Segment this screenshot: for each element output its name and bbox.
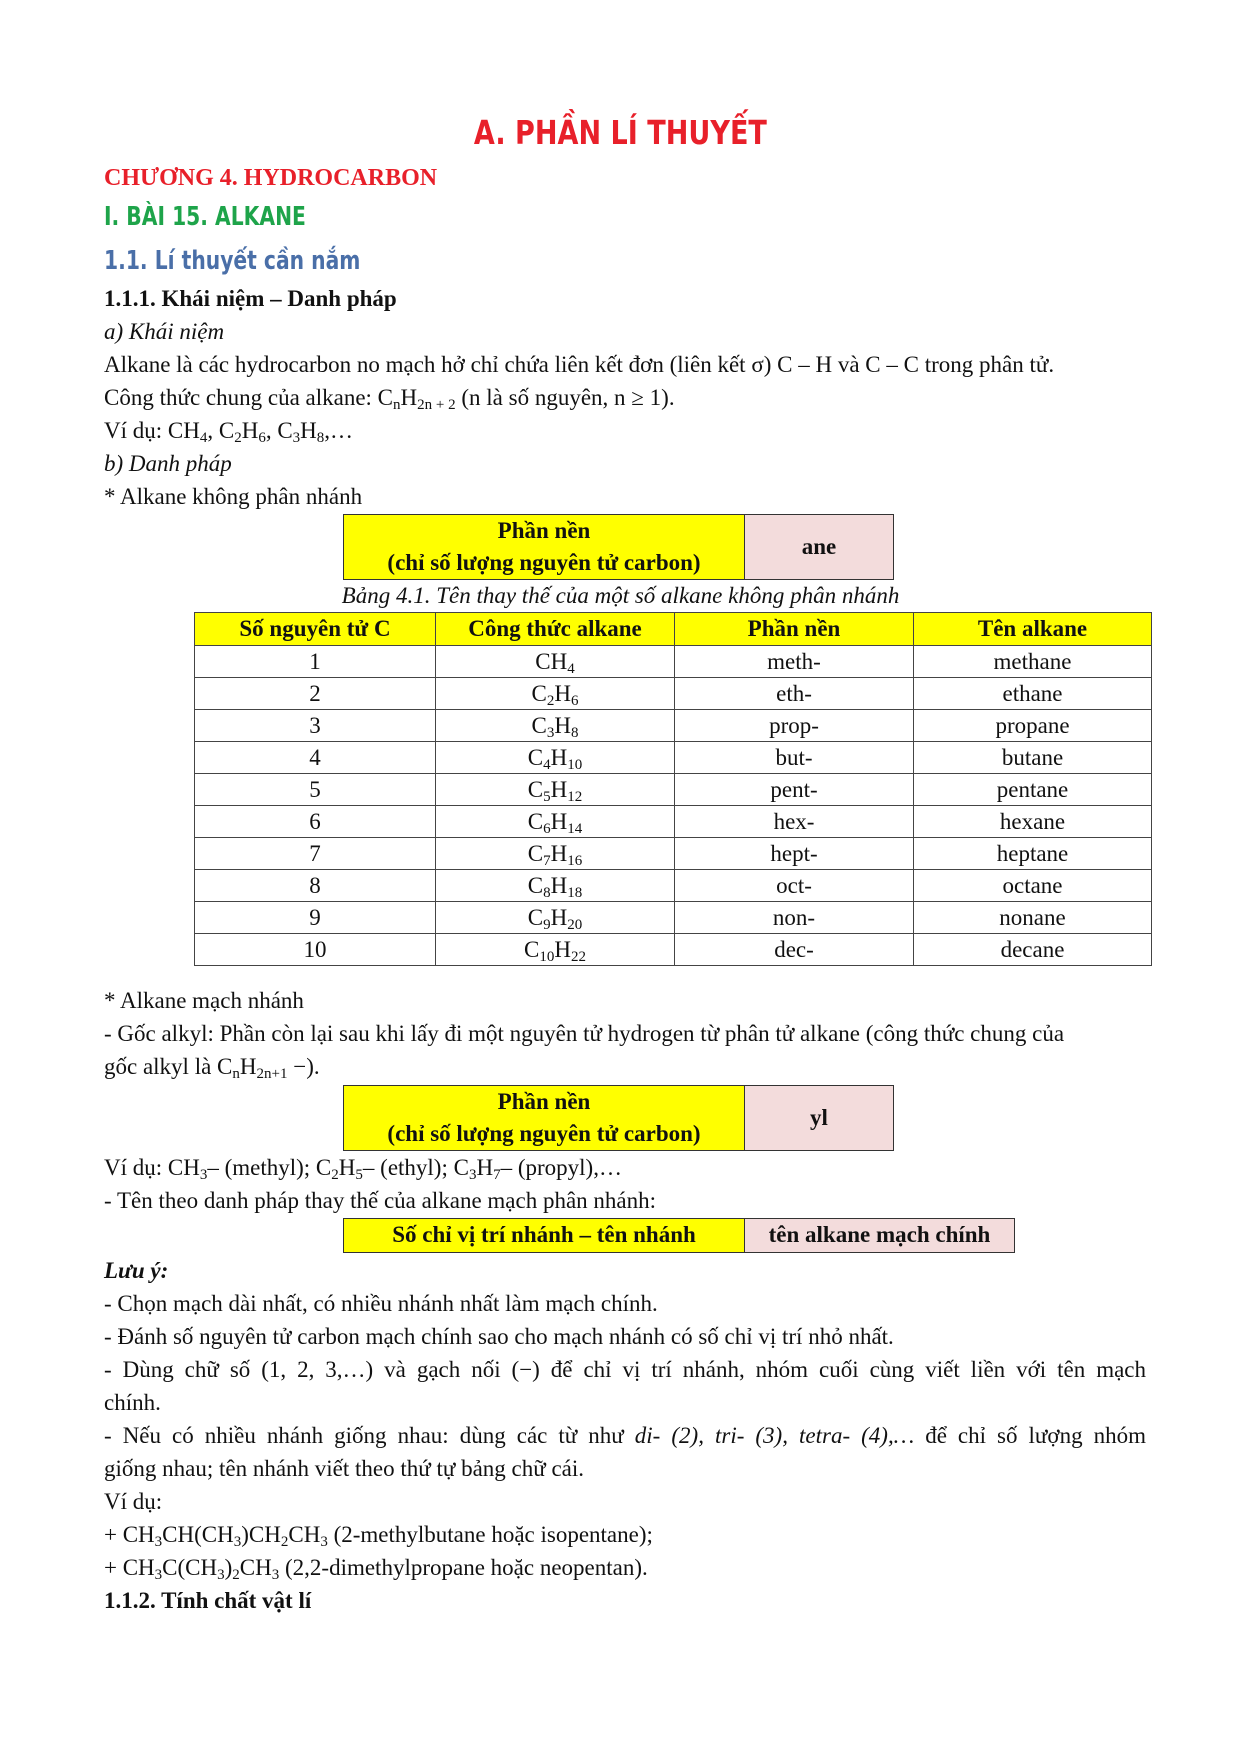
formula-cell: $C_9H_{20}$: [436, 902, 675, 934]
formula-cell: $C_6H_{14}$: [436, 806, 675, 838]
alkyl-examples: Ví dụ: $CH_3-$ (methyl); $C_2H_5-$ (ethyl); $C_3H_7-$ (propyl),…: [104, 1155, 622, 1183]
box-root-note: (chỉ số lượng nguyên tử carbon): [387, 550, 701, 575]
example-isopentane: + $CH_3CH(CH_3)CH_2CH_3$ (2-methylbutane hoặc isopentane);: [104, 1522, 653, 1550]
column-header: Tên alkane: [914, 613, 1152, 646]
carbon-count-cell: 7: [195, 838, 436, 870]
column-header: Công thức alkane: [436, 613, 675, 646]
root-cell: non-: [675, 902, 914, 934]
carbon-count-cell: 3: [195, 710, 436, 742]
table-row: [195, 710, 1152, 742]
table-row: [195, 934, 1152, 966]
carbon-count-cell: 1: [195, 646, 436, 678]
formula-cell: $C_2H_6$: [436, 678, 675, 710]
box-root-note: (chỉ số lượng nguyên tử carbon): [387, 1121, 701, 1146]
formula-cell: $C_5H_{12}$: [436, 774, 675, 806]
table-row: [195, 838, 1152, 870]
alkyl-definition: - Gốc alkyl: Phần còn lại sau khi lấy đi một nguyên tử hydrogen từ phân tử alkane (công thức chung của: [104, 1021, 1065, 1046]
main-chain-box: [744, 1218, 1015, 1253]
note-item: - Chọn mạch dài nhất, có nhiều nhánh nhất làm mạch chính.: [104, 1291, 658, 1316]
suffix-ane: ane: [801, 533, 837, 559]
subsection-heading: 1.1.2. Tính chất vật lí: [104, 1588, 312, 1613]
note-item-continued: chính.: [104, 1390, 161, 1415]
example-neopentane: + $CH_3C(CH_3)_2CH_3$ (2,2-dimethylpropane hoặc neopentan).: [104, 1555, 648, 1583]
formula-cell: $C_{10}H_{22}$: [436, 934, 675, 966]
formula-cell: $C_4H_{10}$: [436, 742, 675, 774]
alkyl-formula: gốc alkyl là $C_nH_{2n+1}$ −).: [104, 1054, 320, 1082]
root-cell: hept-: [675, 838, 914, 870]
alkyl-root-box: [343, 1085, 745, 1151]
formula-cell: $CH_4$: [436, 646, 675, 678]
root-cell: dec-: [675, 934, 914, 966]
formula-cell: $C_7H_{16}$: [436, 838, 675, 870]
table-header-row: [195, 613, 1152, 646]
name-cell: decane: [914, 934, 1152, 966]
formula-cell: $C_3H_8$: [436, 710, 675, 742]
lesson-heading: I. BÀI 15. ALKANE: [104, 202, 306, 232]
table-row: [195, 742, 1152, 774]
name-cell: ethane: [914, 678, 1152, 710]
table-row: [195, 806, 1152, 838]
box-root-label: Phần nền: [497, 517, 591, 543]
name-cell: nonane: [914, 902, 1152, 934]
root-cell: pent-: [675, 774, 914, 806]
root-cell: prop-: [675, 710, 914, 742]
subsection-heading: 1.1.1. Khái niệm – Danh pháp: [104, 286, 397, 311]
box-root-label: Phần nền: [497, 1088, 591, 1114]
example-label: Ví dụ:: [104, 1489, 163, 1514]
branch-position-box: [343, 1218, 745, 1253]
carbon-count-cell: 10: [195, 934, 436, 966]
table-row: [195, 870, 1152, 902]
note-item: - Nếu có nhiều nhánh giống nhau: dùng các từ như di- (2), tri- (3), tetra- (4),… để chỉ số lượng nhóm: [104, 1423, 1146, 1448]
note-label: Lưu ý:: [104, 1258, 169, 1283]
carbon-count-cell: 9: [195, 902, 436, 934]
definition-text: Alkane là các hydrocarbon no mạch hở chỉ chứa liên kết đơn (liên kết σ) C – H và C – C trong phân tử.: [104, 352, 1055, 377]
table-row: [195, 774, 1152, 806]
part-a-heading: a) Khái niệm: [104, 319, 225, 344]
naming-root-box: [343, 514, 745, 580]
part-b-heading: b) Danh pháp: [104, 451, 232, 476]
suffix-yl: yl: [810, 1104, 828, 1130]
section-heading: 1.1. Lí thuyết cần nắm: [104, 246, 361, 276]
alkane-table: [194, 612, 1152, 966]
carbon-count-cell: 4: [195, 742, 436, 774]
column-header: Phần nền: [675, 613, 914, 646]
name-cell: heptane: [914, 838, 1152, 870]
table-row: [195, 678, 1152, 710]
branched-heading: * Alkane mạch nhánh: [104, 988, 304, 1013]
branch-position-label: Số chỉ vị trí nhánh – tên nhánh: [392, 1222, 696, 1248]
note-item: - Dùng chữ số (1, 2, 3,…) và gạch nối (−) để chỉ vị trí nhánh, nhóm cuối cùng viết liền với tên mạch: [104, 1357, 1146, 1382]
root-cell: eth-: [675, 678, 914, 710]
root-cell: hex-: [675, 806, 914, 838]
example-formulas: Ví dụ: $CH_4$, $C_2H_6$, $C_3H_8,\dots$: [104, 418, 354, 446]
name-cell: methane: [914, 646, 1152, 678]
alkyl-suffix-box: [744, 1085, 894, 1151]
name-cell: pentane: [914, 774, 1152, 806]
table-row: [195, 902, 1152, 934]
carbon-count-cell: 8: [195, 870, 436, 902]
name-cell: propane: [914, 710, 1152, 742]
name-cell: octane: [914, 870, 1152, 902]
naming-suffix-box: [744, 514, 894, 580]
root-cell: but-: [675, 742, 914, 774]
name-cell: butane: [914, 742, 1152, 774]
main-chain-label: tên alkane mạch chính: [768, 1222, 991, 1248]
general-formula: Công thức chung của alkane: $C_nH_{2n + 2}$ (n là số nguyên, n ≥ 1).: [104, 385, 675, 413]
note-item: - Đánh số nguyên tử carbon mạch chính sao cho mạch nhánh có số chỉ vị trí nhỏ nhất.: [104, 1324, 894, 1349]
root-cell: meth-: [675, 646, 914, 678]
carbon-count-cell: 5: [195, 774, 436, 806]
chapter-heading: CHƯƠNG 4. HYDROCARBON: [104, 165, 438, 191]
table-row: [195, 646, 1152, 678]
carbon-count-cell: 2: [195, 678, 436, 710]
substitutive-heading: - Tên theo danh pháp thay thế của alkane mạch phân nhánh:: [104, 1188, 657, 1213]
table-caption: Bảng 4.1. Tên thay thế của một số alkane không phân nhánh: [341, 583, 900, 608]
note-item-continued: giống nhau; tên nhánh viết theo thứ tự bảng chữ cái.: [104, 1456, 585, 1481]
carbon-count-cell: 6: [195, 806, 436, 838]
unbranched-heading: * Alkane không phân nhánh: [104, 484, 363, 509]
column-header: Số nguyên tử C: [195, 613, 436, 646]
page-title: A. PHẦN LÍ THUYẾT: [473, 113, 767, 152]
formula-cell: $C_8H_{18}$: [436, 870, 675, 902]
name-cell: hexane: [914, 806, 1152, 838]
root-cell: oct-: [675, 870, 914, 902]
